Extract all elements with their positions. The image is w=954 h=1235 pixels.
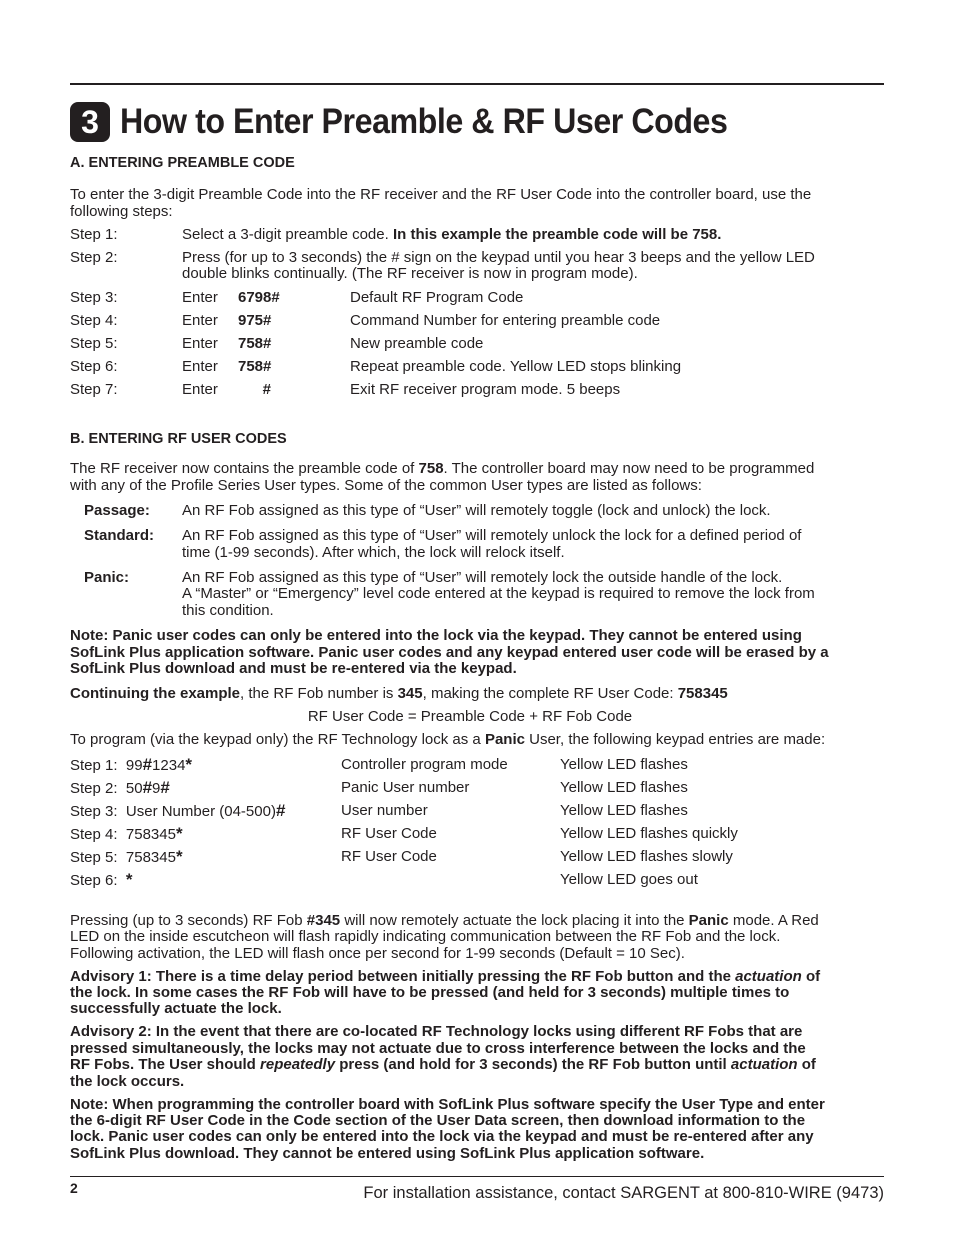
step-label: Step 2:	[70, 249, 118, 266]
step-label: Step 3:	[70, 289, 118, 306]
step-code: 6798#	[238, 289, 280, 306]
keypad-entry: Step 1: 99#1234*	[70, 755, 193, 774]
keypad-description: Panic User number	[341, 779, 470, 796]
note-1-line-2: SofLink Plus application software. Panic user codes and any keypad entered user code will be erased by a	[70, 644, 829, 661]
user-type-term: Panic:	[84, 569, 130, 586]
continuing-example: Continuing the example, the RF Fob number is 345, making the complete RF User Code: 758345	[70, 685, 728, 702]
advisory-2-line-3: RF Fobs. The User should repeatedly press (and hold for 3 seconds) the RF Fob button until actuation of	[70, 1056, 816, 1073]
section-a-intro-line-2: following steps:	[70, 203, 173, 220]
keypad-description: User number	[341, 802, 428, 819]
user-type-description-line-3: this condition.	[182, 602, 274, 619]
section-b-heading: B. ENTERING RF USER CODES	[70, 431, 287, 447]
top-rule	[70, 83, 884, 85]
pressing-line-2: LED on the inside escutcheon will flash rapidly indicating communication between the RF Fob and the lock.	[70, 928, 781, 945]
step-label: Step 6:	[70, 358, 118, 375]
advisory-1-line-1: Advisory 1: There is a time delay period between initially pressing the RF Fob button and the actuation of	[70, 968, 821, 985]
note-1-line-3: SofLink Plus download and must be re-entered via the keypad.	[70, 660, 517, 677]
keypad-entry: Step 2: 50#9#	[70, 778, 170, 797]
note-2-line-2: the 6-digit RF User Code in the Code section of the User Data screen, then download information to the	[70, 1112, 806, 1129]
page-title: How to Enter Preamble & RF User Codes	[120, 102, 728, 141]
page-number: 2	[70, 1180, 78, 1196]
section-a-heading: A. ENTERING PREAMBLE CODE	[70, 155, 295, 171]
step-text-line-1: Press (for up to 3 seconds) the # sign on the keypad until you hear 3 beeps and the yellow LED	[182, 249, 815, 266]
note-2-line-4: SofLink Plus download. They cannot be entered using SofLink Plus application software.	[70, 1145, 705, 1162]
step-action: Enter	[182, 312, 218, 329]
keypad-entry: Step 3: User Number (04-500)#	[70, 801, 286, 820]
advisory-1-line-2: the lock. In some cases the RF Fob will have to be pressed (and held for 3 seconds) multiple times to	[70, 984, 790, 1001]
footer-contact: For installation assistance, contact SARGENT at 800-810-WIRE (9473)	[363, 1184, 884, 1202]
note-2-line-1: Note: When programming the controller board with SofLink Plus software specify the User Type and enter	[70, 1096, 825, 1113]
code-formula: RF User Code = Preamble Code + RF Fob Code	[307, 708, 633, 725]
section-a-intro-line-1: To enter the 3-digit Preamble Code into the RF receiver and the RF User Code into the controller board, use the	[70, 186, 812, 203]
step-description: Command Number for entering preamble code	[350, 312, 661, 329]
step-action: Enter	[182, 289, 218, 306]
advisory-2-line-4: the lock occurs.	[70, 1073, 185, 1090]
keypad-description: RF User Code	[341, 848, 437, 865]
keypad-entry: Step 6: *	[70, 870, 133, 889]
section-title-row	[70, 100, 780, 144]
step-text-line-2: double blinks continually. (The RF receiver is now in program mode).	[182, 265, 638, 282]
section-b-intro-line-1: The RF receiver now contains the preamble code of 758. The controller board may now need to be programmed	[70, 460, 815, 477]
step-description: Default RF Program Code	[350, 289, 524, 306]
advisory-1-line-3: successfully actuate the lock.	[70, 1000, 282, 1017]
user-type-description-line-1: An RF Fob assigned as this type of “User” will remotely unlock the lock for a defined period of	[182, 527, 802, 544]
step-1-example: In this example the preamble code will be 758.	[392, 226, 722, 243]
manual-page	[70, 0, 884, 1235]
keypad-description: Controller program mode	[341, 756, 508, 773]
step-code: 758#	[238, 335, 272, 352]
pressing-line-1: Pressing (up to 3 seconds) RF Fob #345 will now remotely actuate the lock placing it into the Panic mode. A Red	[70, 912, 819, 929]
step-label: Step 7:	[70, 381, 118, 398]
section-b-intro-line-2: with any of the Profile Series User types. Some of the common User types are listed as follows:	[70, 477, 702, 494]
keypad-led-status: Yellow LED flashes	[560, 802, 688, 819]
step-code: 975#	[238, 312, 272, 329]
step-label: Step 4:	[70, 312, 118, 329]
user-type-description-line-1: An RF Fob assigned as this type of “User” will remotely lock the outside handle of the lock.	[182, 569, 783, 586]
program-intro: To program (via the keypad only) the RF Technology lock as a Panic User, the following keypad entries are made:	[70, 731, 826, 748]
footer-rule	[70, 1176, 884, 1177]
step-action: Enter	[182, 335, 218, 352]
step-label: Step 1:	[70, 226, 118, 243]
step-description: Exit RF receiver program mode. 5 beeps	[350, 381, 621, 398]
user-type-term: Standard:	[84, 527, 155, 544]
user-type-description: An RF Fob assigned as this type of “User” will remotely toggle (lock and unlock) the lock.	[182, 502, 771, 519]
keypad-entry: Step 5: 758345*	[70, 847, 183, 866]
step-description: New preamble code	[350, 335, 484, 352]
note-2-line-3: lock. Panic user codes can only be entered into the lock via the keypad and must be re-entered after any	[70, 1128, 814, 1145]
keypad-led-status: Yellow LED flashes	[560, 756, 688, 773]
advisory-2-line-1: Advisory 2: In the event that there are co-located RF Technology locks using different RF Fobs that are	[70, 1023, 803, 1040]
step-text: Select a 3-digit preamble code. In this example the preamble code will be 758.	[182, 226, 722, 243]
keypad-led-status: Yellow LED goes out	[560, 871, 698, 888]
keypad-led-status: Yellow LED flashes	[560, 779, 688, 796]
keypad-led-status: Yellow LED flashes quickly	[560, 825, 738, 842]
step-description: Repeat preamble code. Yellow LED stops blinking	[350, 358, 682, 375]
user-type-description-line-2: A “Master” or “Emergency” level code entered at the keypad is required to remove the lock from	[182, 585, 815, 602]
keypad-description: RF User Code	[341, 825, 437, 842]
advisory-2-line-2: pressed simultaneously, the locks may not actuate due to cross interference between the locks and the	[70, 1040, 806, 1057]
step-code: 758#	[238, 358, 272, 375]
user-type-description-line-2: time (1-99 seconds). After which, the lock will relock itself.	[182, 544, 565, 561]
step-action: Enter	[182, 381, 218, 398]
section-number-badge: 3	[70, 102, 110, 142]
note-1-line-1: Note: Panic user codes can only be entered into the lock via the keypad. They cannot be entered using	[70, 627, 802, 644]
step-code: #	[262, 381, 271, 398]
user-type-term: Passage:	[84, 502, 150, 519]
pressing-line-3: Following activation, the LED will flash once per second for 1-99 seconds (Default = 10 Sec).	[70, 945, 685, 962]
keypad-entry: Step 4: 758345*	[70, 824, 183, 843]
keypad-led-status: Yellow LED flashes slowly	[560, 848, 733, 865]
step-label: Step 5:	[70, 335, 118, 352]
step-action: Enter	[182, 358, 218, 375]
